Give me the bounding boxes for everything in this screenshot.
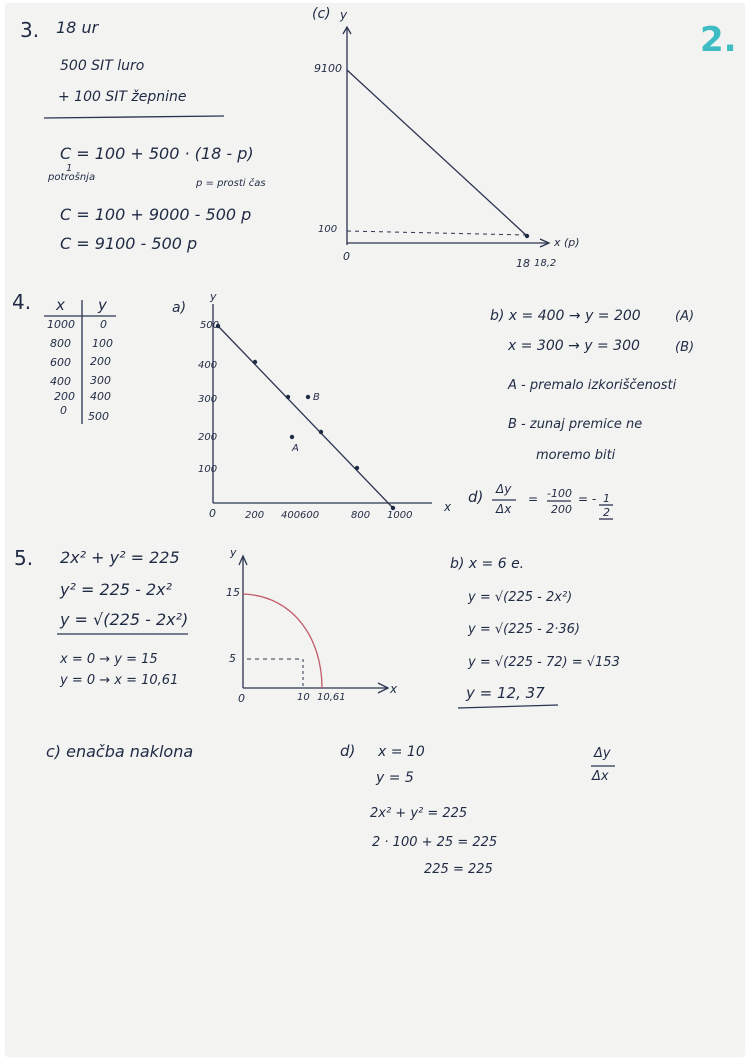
p5-x-label: x [390,682,398,696]
p3-hours: 18 ur [56,18,99,37]
p4-d-numerator: Δy [496,482,512,496]
p5-origin: 0 [238,692,245,705]
p4-table-header-y: y [98,296,107,314]
p4-y-tick: 400 [198,360,218,371]
p4-b-line2: x = 300 → y = 300 [508,338,640,354]
p4-y-tick: 200 [198,432,218,443]
p4-d-result-num: 1 [603,492,610,505]
p4-table-y: 200 [90,355,111,368]
p5-b-line4: y = √(225 - 72) = √153 [468,655,620,670]
p4-table-y: 100 [92,337,113,350]
p4-d-equals: = [528,492,539,506]
p3-y-tick-low: 100 [318,224,338,235]
p5-x-tick-10: 10 [297,692,310,703]
p5-equation-3: y = √(225 - 2x²) [60,610,189,629]
p5-result-2: y = 0 → x = 10,61 [60,673,179,688]
p3-origin: 0 [343,250,350,263]
p4-point-a [290,435,294,439]
p4-y-tick: 100 [198,464,218,475]
problem-3-number: 3. [20,18,40,42]
p3-y-label: y [340,8,348,22]
p5-underline-2 [458,705,558,708]
p3-note-free-time: p = prosti čas [196,178,266,189]
p5-d-line4: 2 · 100 + 25 = 225 [372,835,498,850]
p5-slope-numerator: Δy [594,746,611,761]
p4-table-x: 800 [50,337,71,350]
p3-equation-3: C = 9100 - 500 p [60,234,198,253]
p4-d-denominator: Δx [496,502,512,516]
p4-dot-200 [319,430,323,434]
problem-5-number: 5. [14,546,34,570]
p3-allowance: + 100 SIT žepnine [58,89,187,105]
p5-y-label: y [230,546,237,559]
p4-x-tick: 600 [300,510,320,521]
p4-note-a: A - premalo izkoriščenosti [508,378,677,393]
p4-point-b [306,395,310,399]
p3-y-tick-top: 9100 [314,62,342,75]
p4-origin: 0 [209,507,216,520]
p4-note-b2: moremo biti [536,448,616,463]
p3-x-tick-18: 18 [516,257,530,270]
p4-table-y: 0 [100,318,107,331]
page-number-badge: 2. [700,20,737,60]
p4-dot-100 [355,466,359,470]
p4-d-result: = - [578,492,597,506]
p4-table-x: 0 [60,404,67,417]
p4-table-x: 400 [50,375,71,388]
p4-b-line1-tag: (A) [675,309,695,324]
p3-dash [347,231,527,235]
p3-part-c: (c) [312,6,331,22]
p3-note-consumption: potrošnja [48,172,96,183]
p3-underline [44,116,224,118]
p4-part-d: d) [468,488,484,506]
p5-equation-1: 2x² + y² = 225 [60,548,180,567]
p5-y-tick-5: 5 [229,652,236,665]
p4-table-y: 400 [90,390,111,403]
p3-x-tick-18-2: 18,2 [534,258,557,269]
p4-line [218,326,393,508]
p5-b-line2: y = √(225 - 2x²) [468,590,573,605]
p4-b-line1: b) x = 400 → y = 200 [490,308,641,324]
p4-note-b1: B - zunaj premice ne [508,417,643,432]
p5-b-line3: y = √(225 - 2·36) [468,622,580,637]
p5-ellipse-arc [243,594,322,688]
p4-table-x: 1000 [47,318,75,331]
p4-dot-400 [253,360,257,364]
p5-result-1: x = 0 → y = 15 [60,652,158,667]
p3-wage: 500 SIT luro [60,58,145,74]
p3-end-dot [525,234,529,238]
p5-slope-denominator: Δx [592,769,609,784]
p4-d-frac-den: 200 [551,503,572,516]
p4-d-frac-num: -100 [547,487,572,500]
p4-point-a-label: A [292,443,299,454]
p5-equation-2: y² = 225 - 2x² [60,580,173,599]
p4-y-tick: 500 [200,320,220,331]
p3-line [347,70,527,236]
p5-y-tick-15: 15 [226,586,240,599]
p4-table-y: 500 [88,410,109,423]
p4-b-line2-tag: (B) [675,340,695,355]
p3-equation-1: C = 100 + 500 · (18 - p) [60,144,254,163]
p4-dot-300 [286,395,290,399]
p4-table-header-x: x [56,296,65,314]
p5-b-result: y = 12, 37 [466,684,545,702]
p4-part-a: a) [172,300,187,316]
p4-x-tick: 200 [245,510,265,521]
p4-table-x: 600 [50,356,71,369]
p4-point-b-label: B [313,392,320,403]
p4-x-tick: 1000 [387,510,413,521]
p5-part-c: c) enačba naklona [46,742,194,761]
p5-d-line1: x = 10 [378,744,425,760]
p5-part-d: d) [340,742,356,760]
p4-x-tick: 400 [281,510,301,521]
p4-y-label: y [210,290,217,303]
p4-d-result-den: 2 [603,506,610,519]
p5-x-tick-10-61: 10,61 [317,692,346,703]
p5-d-line2: y = 5 [376,770,414,786]
problem-4-number: 4. [12,290,32,314]
p3-equation-1-subscript: 1 [66,163,73,174]
p4-x-tick: 800 [351,510,371,521]
p3-equation-2: C = 100 + 9000 - 500 p [60,205,252,224]
p3-x-label: x (p) [554,236,580,249]
p4-x-label: x [444,500,452,514]
p5-d-line5: 225 = 225 [424,862,493,877]
p4-table-x: 200 [54,390,75,403]
p5-b-line1: b) x = 6 e. [450,556,525,572]
p4-y-tick: 300 [198,394,218,405]
p4-table-y: 300 [90,374,111,387]
p5-d-line3: 2x² + y² = 225 [370,806,468,821]
